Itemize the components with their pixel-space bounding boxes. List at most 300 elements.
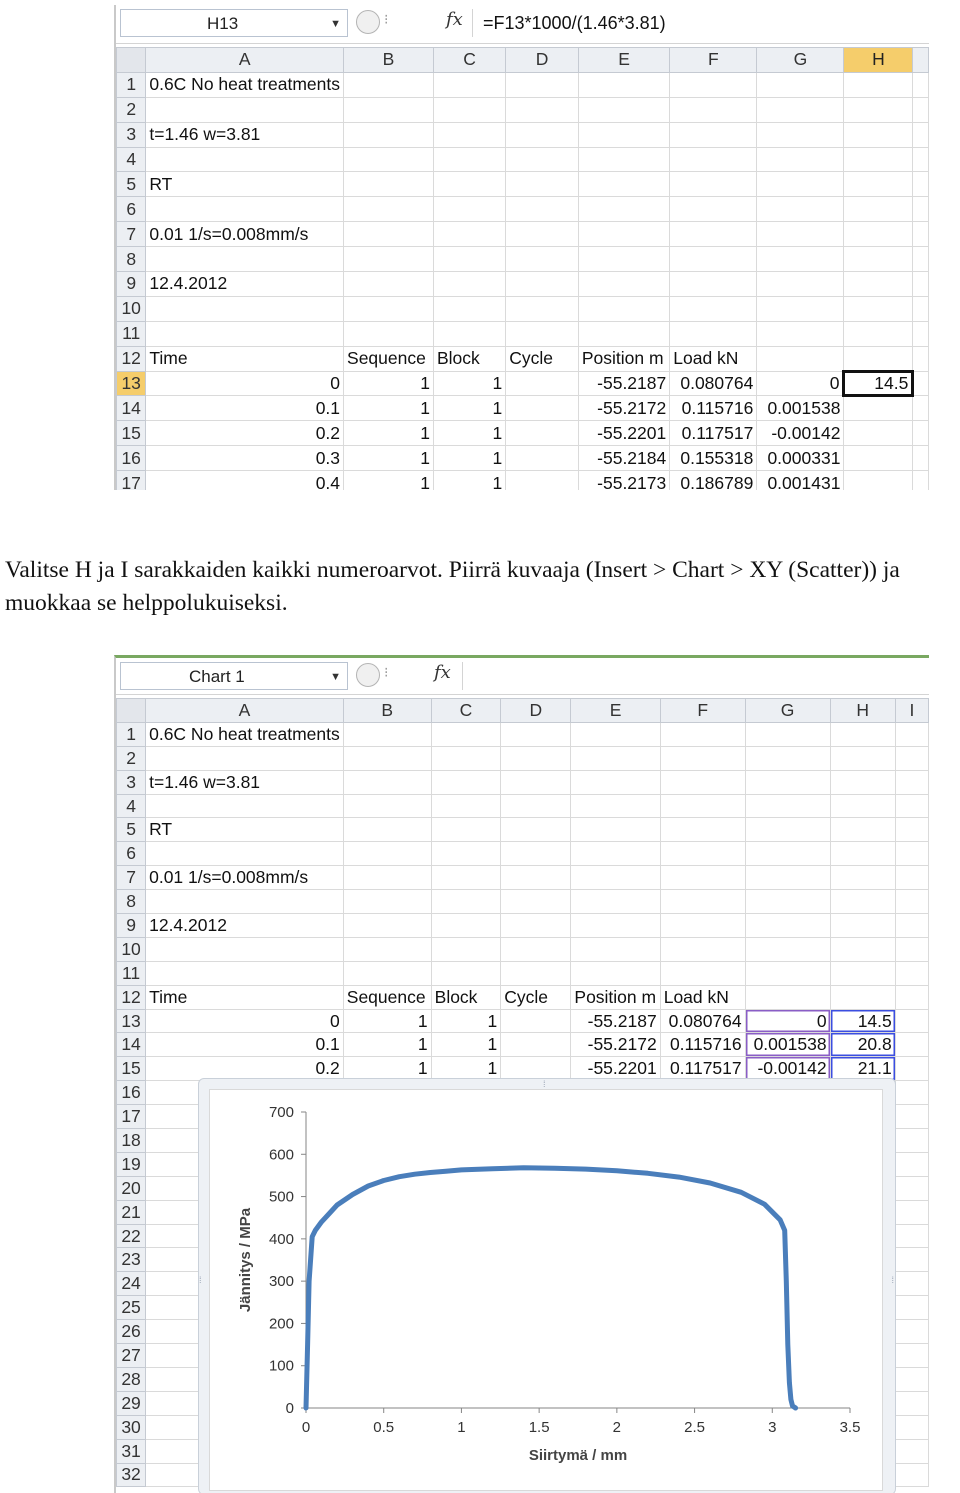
column-header-d[interactable]: D <box>506 48 579 73</box>
cell-e12[interactable]: Position m <box>578 346 669 371</box>
row-header[interactable]: 5 <box>117 172 146 197</box>
cell-d6[interactable] <box>501 842 571 866</box>
cell-f17[interactable]: 0.186789 <box>670 471 757 490</box>
cell-e2[interactable] <box>571 746 660 770</box>
row-header[interactable]: 7 <box>117 222 146 247</box>
name-box[interactable] <box>120 662 348 690</box>
cell-a2[interactable] <box>146 746 344 770</box>
cell-b16[interactable]: 1 <box>344 446 434 471</box>
row-header[interactable]: 19 <box>117 1152 146 1176</box>
cell-d12[interactable]: Cycle <box>506 346 579 371</box>
cell-g6[interactable] <box>757 197 844 222</box>
cell-b8[interactable] <box>344 247 434 272</box>
cell-e11[interactable] <box>571 961 660 985</box>
row-header[interactable]: 16 <box>117 1081 146 1105</box>
column-header-g[interactable]: G <box>745 699 830 723</box>
cell-h13[interactable]: 14.5 <box>844 371 913 396</box>
cell-f11[interactable] <box>660 961 745 985</box>
cell-grid[interactable] <box>116 47 929 490</box>
cell-g13[interactable]: 0 <box>745 1009 830 1033</box>
cell-i26[interactable] <box>895 1320 928 1344</box>
column-header-c[interactable]: C <box>433 48 505 73</box>
cell-e12[interactable]: Position m <box>571 985 660 1009</box>
row-header[interactable]: 14 <box>117 396 146 421</box>
cell-a13[interactable]: 0 <box>146 371 344 396</box>
cell-a6[interactable] <box>146 842 344 866</box>
splitter-dots-icon[interactable]: ⁝ <box>384 11 390 27</box>
row-header[interactable]: 12 <box>117 985 146 1009</box>
cell-g5[interactable] <box>757 172 844 197</box>
cell-f13[interactable]: 0.080764 <box>670 371 757 396</box>
cell-i14[interactable] <box>895 1033 928 1057</box>
cell-d16[interactable] <box>506 446 579 471</box>
row-header[interactable]: 23 <box>117 1248 146 1272</box>
cell-e6[interactable] <box>578 197 669 222</box>
cell-h5[interactable] <box>844 172 913 197</box>
resize-handle-icon[interactable]: ⁞ <box>543 1079 546 1089</box>
cell-b5[interactable] <box>344 172 434 197</box>
row-header[interactable]: 9 <box>117 914 146 938</box>
cell-c13[interactable]: 1 <box>431 1009 501 1033</box>
cell-f4[interactable] <box>660 794 745 818</box>
cell-i9[interactable] <box>895 914 928 938</box>
cell-e8[interactable] <box>571 890 660 914</box>
cell-e5[interactable] <box>571 818 660 842</box>
cell-d2[interactable] <box>501 746 571 770</box>
cell-h9[interactable] <box>844 272 913 297</box>
cell-e2[interactable] <box>578 97 669 122</box>
cell-i17[interactable] <box>895 1105 928 1129</box>
cell-h8[interactable] <box>830 890 895 914</box>
cell-f1[interactable] <box>670 72 757 97</box>
row-header[interactable]: 1 <box>117 722 146 746</box>
select-all-corner[interactable] <box>117 699 146 723</box>
cell-e11[interactable] <box>578 321 669 346</box>
splitter-dots-icon[interactable]: ⁝ <box>384 664 390 680</box>
cell-a13[interactable]: 0 <box>146 1009 344 1033</box>
cell-b6[interactable] <box>343 842 431 866</box>
cell-g2[interactable] <box>745 746 830 770</box>
cell-c14[interactable]: 1 <box>431 1033 501 1057</box>
column-header-h[interactable]: H <box>844 48 913 73</box>
cell-d14[interactable] <box>506 396 579 421</box>
row-header[interactable]: 10 <box>117 296 146 321</box>
cell-d4[interactable] <box>501 794 571 818</box>
cell-d13[interactable] <box>501 1009 571 1033</box>
cell-b11[interactable] <box>344 321 434 346</box>
cell-h14[interactable]: 20.8 <box>830 1033 895 1057</box>
cell-b4[interactable] <box>343 794 431 818</box>
cell-filler[interactable] <box>913 97 929 122</box>
cell-a7[interactable]: 0.01 1/s=0.008mm/s <box>146 222 344 247</box>
cell-h17[interactable] <box>844 471 913 490</box>
insert-function-icon[interactable]: fx <box>446 9 463 30</box>
cell-filler[interactable] <box>913 197 929 222</box>
cell-b15[interactable]: 1 <box>344 421 434 446</box>
cell-i20[interactable] <box>895 1176 928 1200</box>
cell-i4[interactable] <box>895 794 928 818</box>
row-header[interactable]: 24 <box>117 1272 146 1296</box>
row-header[interactable]: 30 <box>117 1415 146 1439</box>
cell-g6[interactable] <box>745 842 830 866</box>
cell-filler[interactable] <box>913 72 929 97</box>
row-header[interactable]: 28 <box>117 1367 146 1391</box>
cell-c15[interactable]: 1 <box>433 421 505 446</box>
row-header[interactable]: 21 <box>117 1200 146 1224</box>
cell-h1[interactable] <box>830 722 895 746</box>
cell-a4[interactable] <box>146 794 344 818</box>
cell-c17[interactable]: 1 <box>433 471 505 490</box>
cell-d7[interactable] <box>501 866 571 890</box>
cell-i13[interactable] <box>895 1009 928 1033</box>
cell-c8[interactable] <box>433 247 505 272</box>
cell-i18[interactable] <box>895 1129 928 1153</box>
cell-c9[interactable] <box>431 914 501 938</box>
cell-b1[interactable] <box>344 72 434 97</box>
row-header[interactable]: 11 <box>117 321 146 346</box>
row-header[interactable]: 13 <box>117 371 146 396</box>
column-header-b[interactable]: B <box>343 699 431 723</box>
cell-f13[interactable]: 0.080764 <box>660 1009 745 1033</box>
cell-f3[interactable] <box>670 122 757 147</box>
column-header-i[interactable]: I <box>895 699 928 723</box>
cell-filler[interactable] <box>913 471 929 490</box>
cell-d11[interactable] <box>506 321 579 346</box>
cell-b8[interactable] <box>343 890 431 914</box>
cell-g12[interactable] <box>745 985 830 1009</box>
cell-d9[interactable] <box>506 272 579 297</box>
cell-c13[interactable]: 1 <box>433 371 505 396</box>
cell-h10[interactable] <box>830 937 895 961</box>
cell-b9[interactable] <box>343 914 431 938</box>
cell-a4[interactable] <box>146 147 344 172</box>
cell-e13[interactable]: -55.2187 <box>571 1009 660 1033</box>
cell-a11[interactable] <box>146 961 344 985</box>
cell-b9[interactable] <box>344 272 434 297</box>
cell-h9[interactable] <box>830 914 895 938</box>
cell-e13[interactable]: -55.2187 <box>578 371 669 396</box>
cell-f9[interactable] <box>670 272 757 297</box>
cell-i32[interactable] <box>895 1463 928 1487</box>
cell-f5[interactable] <box>670 172 757 197</box>
cell-i25[interactable] <box>895 1296 928 1320</box>
cell-i28[interactable] <box>895 1367 928 1391</box>
row-header[interactable]: 29 <box>117 1391 146 1415</box>
cell-a17[interactable]: 0.4 <box>146 471 344 490</box>
cell-f16[interactable]: 0.155318 <box>670 446 757 471</box>
cell-b2[interactable] <box>343 746 431 770</box>
cell-d10[interactable] <box>506 296 579 321</box>
row-header[interactable]: 16 <box>117 446 146 471</box>
cell-d9[interactable] <box>501 914 571 938</box>
cell-h8[interactable] <box>844 247 913 272</box>
cell-i1[interactable] <box>895 722 928 746</box>
cell-c12[interactable]: Block <box>433 346 505 371</box>
cell-i23[interactable] <box>895 1248 928 1272</box>
cell-c9[interactable] <box>433 272 505 297</box>
formula-input[interactable] <box>462 662 929 690</box>
cell-g15[interactable]: -0.00142 <box>745 1057 830 1081</box>
cell-b10[interactable] <box>344 296 434 321</box>
cell-b12[interactable]: Sequence <box>344 346 434 371</box>
cell-f8[interactable] <box>660 890 745 914</box>
cell-a6[interactable] <box>146 197 344 222</box>
cell-i5[interactable] <box>895 818 928 842</box>
cell-c16[interactable]: 1 <box>433 446 505 471</box>
cell-g10[interactable] <box>757 296 844 321</box>
cell-d11[interactable] <box>501 961 571 985</box>
cell-d10[interactable] <box>501 937 571 961</box>
cell-i7[interactable] <box>895 866 928 890</box>
cell-e14[interactable]: -55.2172 <box>578 396 669 421</box>
column-header-f[interactable]: F <box>660 699 745 723</box>
cell-b13[interactable]: 1 <box>343 1009 431 1033</box>
cell-filler[interactable] <box>913 421 929 446</box>
cell-b17[interactable]: 1 <box>344 471 434 490</box>
cell-e1[interactable] <box>571 722 660 746</box>
cell-i24[interactable] <box>895 1272 928 1296</box>
name-box[interactable] <box>120 9 348 37</box>
row-header[interactable]: 3 <box>117 122 146 147</box>
cell-c15[interactable]: 1 <box>431 1057 501 1081</box>
row-header[interactable]: 9 <box>117 272 146 297</box>
cell-c8[interactable] <box>431 890 501 914</box>
cell-f5[interactable] <box>660 818 745 842</box>
cell-d8[interactable] <box>506 247 579 272</box>
row-header[interactable]: 6 <box>117 197 146 222</box>
cell-c10[interactable] <box>431 937 501 961</box>
cell-h14[interactable] <box>844 396 913 421</box>
column-header-a[interactable]: A <box>146 48 344 73</box>
row-header[interactable]: 2 <box>117 746 146 770</box>
row-header[interactable]: 8 <box>117 890 146 914</box>
cell-e14[interactable]: -55.2172 <box>571 1033 660 1057</box>
row-header[interactable]: 6 <box>117 842 146 866</box>
cell-e7[interactable] <box>571 866 660 890</box>
cell-c14[interactable]: 1 <box>433 396 505 421</box>
cell-g10[interactable] <box>745 937 830 961</box>
row-header[interactable]: 10 <box>117 937 146 961</box>
cell-b3[interactable] <box>344 122 434 147</box>
cell-c2[interactable] <box>433 97 505 122</box>
column-header-a[interactable]: A <box>146 699 344 723</box>
formula-input[interactable]: =F13*1000/(1.46*3.81) <box>472 9 929 37</box>
cell-e17[interactable]: -55.2173 <box>578 471 669 490</box>
cell-a12[interactable]: Time <box>146 346 344 371</box>
cell-g15[interactable]: -0.00142 <box>757 421 844 446</box>
cell-a3[interactable]: t=1.46 w=3.81 <box>146 122 344 147</box>
cell-g14[interactable]: 0.001538 <box>757 396 844 421</box>
cell-d1[interactable] <box>506 72 579 97</box>
cell-h6[interactable] <box>844 197 913 222</box>
cell-h3[interactable] <box>830 770 895 794</box>
cell-e1[interactable] <box>578 72 669 97</box>
cell-f8[interactable] <box>670 247 757 272</box>
cell-c4[interactable] <box>433 147 505 172</box>
cell-g1[interactable] <box>757 72 844 97</box>
cell-g3[interactable] <box>757 122 844 147</box>
cell-h12[interactable] <box>830 985 895 1009</box>
cell-f12[interactable]: Load kN <box>670 346 757 371</box>
cell-g8[interactable] <box>745 890 830 914</box>
cell-d8[interactable] <box>501 890 571 914</box>
cell-a14[interactable]: 0.1 <box>146 396 344 421</box>
row-header[interactable]: 12 <box>117 346 146 371</box>
cell-i19[interactable] <box>895 1152 928 1176</box>
cell-a9[interactable]: 12.4.2012 <box>146 914 344 938</box>
chart-object[interactable] <box>198 1078 896 1493</box>
column-header-f[interactable]: F <box>670 48 757 73</box>
cell-f6[interactable] <box>660 842 745 866</box>
cell-filler[interactable] <box>913 272 929 297</box>
cell-a5[interactable]: RT <box>146 172 344 197</box>
cell-d7[interactable] <box>506 222 579 247</box>
cell-c11[interactable] <box>433 321 505 346</box>
row-header[interactable]: 18 <box>117 1129 146 1153</box>
column-header-b[interactable]: B <box>344 48 434 73</box>
row-header[interactable]: 27 <box>117 1344 146 1368</box>
cell-filler[interactable] <box>913 147 929 172</box>
cell-i22[interactable] <box>895 1224 928 1248</box>
cell-c7[interactable] <box>433 222 505 247</box>
cell-f2[interactable] <box>670 97 757 122</box>
cell-filler[interactable] <box>913 446 929 471</box>
cell-filler[interactable] <box>913 247 929 272</box>
column-header-c[interactable]: C <box>431 699 501 723</box>
cell-h2[interactable] <box>844 97 913 122</box>
cell-f3[interactable] <box>660 770 745 794</box>
cell-b5[interactable] <box>343 818 431 842</box>
cell-g11[interactable] <box>745 961 830 985</box>
cell-b3[interactable] <box>343 770 431 794</box>
chart-area[interactable] <box>209 1089 883 1491</box>
cell-g12[interactable] <box>757 346 844 371</box>
cell-e5[interactable] <box>578 172 669 197</box>
cell-a15[interactable]: 0.2 <box>146 1057 344 1081</box>
cell-g3[interactable] <box>745 770 830 794</box>
cell-h11[interactable] <box>844 321 913 346</box>
column-header-h[interactable]: H <box>830 699 895 723</box>
cell-e4[interactable] <box>578 147 669 172</box>
cell-i31[interactable] <box>895 1439 928 1463</box>
cell-c5[interactable] <box>433 172 505 197</box>
row-header[interactable]: 25 <box>117 1296 146 1320</box>
cell-c3[interactable] <box>431 770 501 794</box>
cell-c1[interactable] <box>433 72 505 97</box>
resize-handle-icon[interactable]: ⁞ <box>891 1275 894 1285</box>
cell-c11[interactable] <box>431 961 501 985</box>
cell-f14[interactable]: 0.115716 <box>670 396 757 421</box>
cell-f2[interactable] <box>660 746 745 770</box>
cell-d13[interactable] <box>506 371 579 396</box>
cell-h6[interactable] <box>830 842 895 866</box>
cell-e10[interactable] <box>578 296 669 321</box>
cell-g5[interactable] <box>745 818 830 842</box>
cell-a14[interactable]: 0.1 <box>146 1033 344 1057</box>
cell-g9[interactable] <box>745 914 830 938</box>
cell-filler[interactable] <box>913 222 929 247</box>
row-header[interactable]: 4 <box>117 147 146 172</box>
cell-e10[interactable] <box>571 937 660 961</box>
cell-h11[interactable] <box>830 961 895 985</box>
row-header[interactable]: 1 <box>117 72 146 97</box>
cell-b7[interactable] <box>343 866 431 890</box>
cell-b11[interactable] <box>343 961 431 985</box>
cell-a12[interactable]: Time <box>146 985 344 1009</box>
cell-filler[interactable] <box>913 321 929 346</box>
cell-f14[interactable]: 0.115716 <box>660 1033 745 1057</box>
column-header-d[interactable]: D <box>501 699 571 723</box>
cell-e16[interactable]: -55.2184 <box>578 446 669 471</box>
cell-h3[interactable] <box>844 122 913 147</box>
cell-h16[interactable] <box>844 446 913 471</box>
cell-f9[interactable] <box>660 914 745 938</box>
cell-f1[interactable] <box>660 722 745 746</box>
cell-filler[interactable] <box>913 172 929 197</box>
cell-a5[interactable]: RT <box>146 818 344 842</box>
cell-h7[interactable] <box>844 222 913 247</box>
cell-c5[interactable] <box>431 818 501 842</box>
cell-d17[interactable] <box>506 471 579 490</box>
column-header-e[interactable]: E <box>578 48 669 73</box>
cell-f7[interactable] <box>670 222 757 247</box>
series-line[interactable] <box>306 1168 796 1408</box>
cell-e6[interactable] <box>571 842 660 866</box>
cell-g13[interactable]: 0 <box>757 371 844 396</box>
cell-h2[interactable] <box>830 746 895 770</box>
row-header[interactable]: 4 <box>117 794 146 818</box>
cell-h4[interactable] <box>830 794 895 818</box>
cancel-icon[interactable] <box>356 10 380 34</box>
chevron-down-icon[interactable]: ▼ <box>330 18 341 30</box>
cell-e9[interactable] <box>578 272 669 297</box>
cell-h12[interactable] <box>844 346 913 371</box>
cell-i6[interactable] <box>895 842 928 866</box>
cell-h15[interactable] <box>844 421 913 446</box>
cell-a1[interactable]: 0.6C No heat treatments <box>146 72 344 97</box>
cell-b1[interactable] <box>343 722 431 746</box>
cell-i12[interactable] <box>895 985 928 1009</box>
cell-f12[interactable]: Load kN <box>660 985 745 1009</box>
cell-a9[interactable]: 12.4.2012 <box>146 272 344 297</box>
cell-a2[interactable] <box>146 97 344 122</box>
cell-i2[interactable] <box>895 746 928 770</box>
cell-i27[interactable] <box>895 1344 928 1368</box>
cell-d12[interactable]: Cycle <box>501 985 571 1009</box>
cell-a11[interactable] <box>146 321 344 346</box>
cell-g4[interactable] <box>757 147 844 172</box>
cell-e15[interactable]: -55.2201 <box>578 421 669 446</box>
cell-c6[interactable] <box>433 197 505 222</box>
cell-h15[interactable]: 21.1 <box>830 1057 895 1081</box>
row-header[interactable]: 15 <box>117 421 146 446</box>
cell-d3[interactable] <box>506 122 579 147</box>
cell-g2[interactable] <box>757 97 844 122</box>
cell-g17[interactable]: 0.001431 <box>757 471 844 490</box>
row-header[interactable]: 13 <box>117 1009 146 1033</box>
cell-e3[interactable] <box>578 122 669 147</box>
cell-f7[interactable] <box>660 866 745 890</box>
cell-filler[interactable] <box>913 122 929 147</box>
cell-e8[interactable] <box>578 247 669 272</box>
cell-i21[interactable] <box>895 1200 928 1224</box>
cancel-icon[interactable] <box>356 663 380 687</box>
row-header[interactable]: 8 <box>117 247 146 272</box>
row-header[interactable]: 17 <box>117 1105 146 1129</box>
row-header[interactable]: 31 <box>117 1439 146 1463</box>
cell-f4[interactable] <box>670 147 757 172</box>
cell-c1[interactable] <box>431 722 501 746</box>
